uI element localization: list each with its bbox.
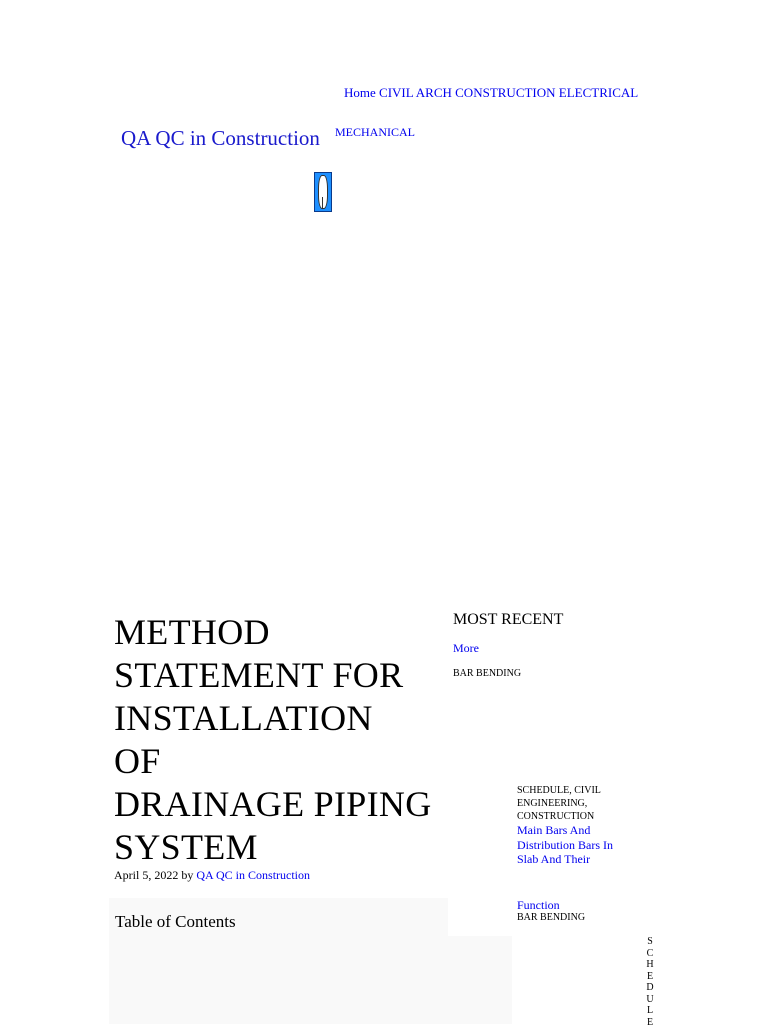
site-title-link[interactable]: QA QC in Construction	[121, 126, 320, 150]
post-title-line: OF	[114, 741, 161, 781]
post-title-line: INSTALLATION	[114, 698, 373, 738]
nav-civil-link[interactable]: CIVIL	[379, 85, 414, 100]
category-bar-bending[interactable]: BAR BENDING	[453, 668, 522, 679]
toc-container-body	[109, 936, 512, 1024]
nav-arch-link[interactable]: ARCH	[415, 85, 452, 100]
post-title-line: METHOD	[114, 612, 270, 652]
nav-electrical-link[interactable]: ELECTRICAL	[558, 85, 639, 100]
nav-construction-link[interactable]: CONSTRUCTION	[455, 85, 556, 100]
post-date: April 5, 2022	[114, 868, 179, 882]
post-by: by	[181, 868, 194, 882]
post-meta	[114, 868, 310, 883]
site-logo-icon[interactable]	[314, 172, 332, 212]
more-link[interactable]: More	[453, 641, 479, 655]
post-author-link[interactable]: QA QC in Construction	[196, 868, 311, 882]
logo-glyph	[318, 175, 328, 209]
category-bar-bending-2[interactable]: BAR BENDING	[517, 912, 586, 923]
most-recent-heading: MOST RECENT	[453, 611, 564, 628]
recent-post-link[interactable]: Main Bars And Distribution Bars In Slab And Their	[517, 823, 613, 866]
post-categories[interactable]: SCHEDULE, CIVIL ENGINEERING, CONSTRUCTION	[517, 785, 601, 822]
nav-home-link[interactable]: Home	[344, 85, 376, 100]
post-title	[114, 611, 454, 869]
logo-stroke	[322, 197, 323, 209]
post-title-line: SYSTEM	[114, 827, 258, 867]
nav-mechanical-link[interactable]: MECHANICAL	[335, 125, 415, 139]
toc-title[interactable]: Table of Contents	[115, 912, 236, 931]
vertical-category-text[interactable]: SCHEDULE	[646, 936, 654, 1028]
top-navigation	[344, 85, 638, 101]
post-title-line: DRAINAGE PIPING	[114, 784, 432, 824]
recent-post-link-tail[interactable]: Function	[517, 898, 560, 912]
post-title-line: STATEMENT FOR	[114, 655, 404, 695]
